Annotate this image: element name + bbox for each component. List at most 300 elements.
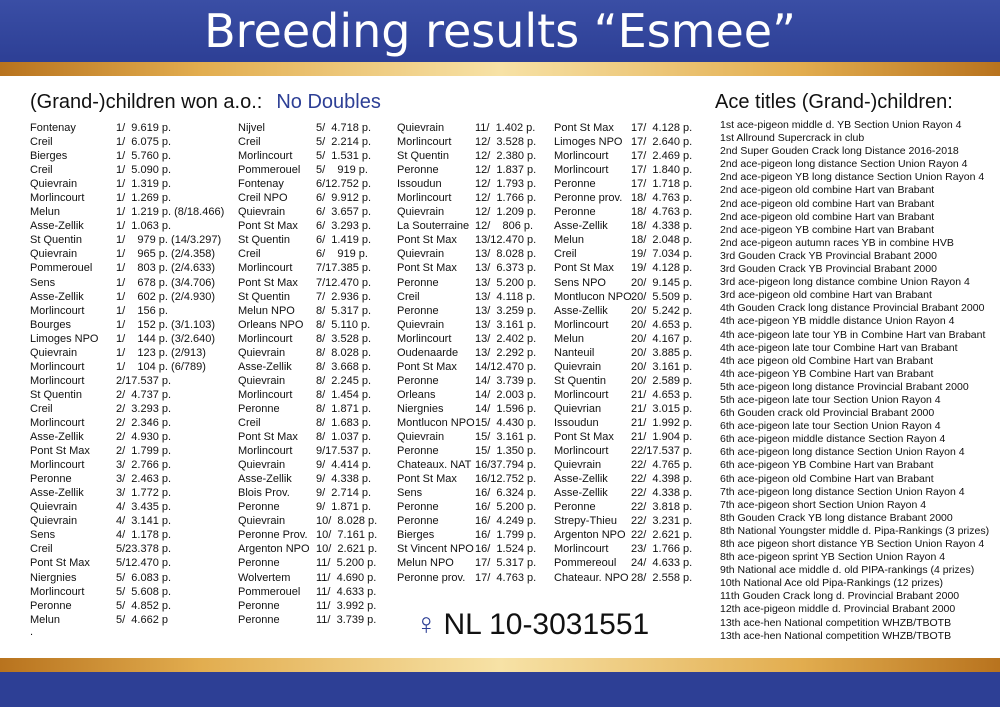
race-result: 6/ 3.657 p. xyxy=(316,206,372,219)
race-result: 21/ 4.653 p. xyxy=(631,388,693,401)
race-location: Asse-Zellik xyxy=(30,431,84,444)
ace-titles-list xyxy=(720,119,989,643)
female-symbol-icon: ♀ xyxy=(415,608,438,641)
race-location: Nanteuil xyxy=(554,346,595,359)
race-result: 16/37.794 p. xyxy=(475,459,537,472)
race-location: Morlincourt xyxy=(238,150,293,163)
race-result: 11/ 1.402 p. xyxy=(475,122,536,134)
ace-title-item: 2nd ace-pigeon YB combine Hart van Brabant xyxy=(720,223,935,236)
race-location: Peronne xyxy=(238,613,280,626)
race-location: Blois Prov. xyxy=(238,487,290,500)
race-location: Morlincourt xyxy=(238,332,293,345)
race-result: 22/ 4.398 p. xyxy=(631,473,693,486)
results-heading-line xyxy=(30,91,381,114)
race-result: 2/ 4.737 p. xyxy=(116,388,172,401)
race-location: Niergnies xyxy=(397,402,444,415)
race-location: Peronne xyxy=(397,515,439,528)
race-location: Quievrain xyxy=(30,248,78,261)
ace-title-item: 9th National ace middle d. old PIPA-rankings (4 prizes) xyxy=(720,564,975,577)
ace-title-item: 2nd ace-pigeon autumn races YB in combine HVB xyxy=(720,236,954,249)
race-location: Peronne xyxy=(30,599,72,612)
race-location: Peronne prov. xyxy=(554,192,623,205)
race-result: 22/ 3.231 p. xyxy=(631,515,693,528)
race-result: 5/ 6.083 p. xyxy=(116,571,172,584)
race-location: Sens NPO xyxy=(554,276,606,289)
ace-title-item: 2nd ace-pigeon old combine Hart van Brabant xyxy=(720,184,935,197)
race-result: 11/ 3.739 p. xyxy=(316,613,377,626)
race-result: 1/ 5.760 p. xyxy=(116,150,172,163)
race-result: 16/12.752 p. xyxy=(475,473,537,486)
race-result: 6/ 1.419 p. xyxy=(316,234,372,247)
race-result: 17/ 4.128 p. xyxy=(631,122,693,134)
race-result: 12/ 806 p. xyxy=(475,220,534,233)
race-location: Creil xyxy=(397,290,420,303)
race-result: 16/ 6.324 p. xyxy=(475,487,537,500)
race-location: Peronne xyxy=(554,206,596,219)
race-location: Issoudun xyxy=(554,416,599,429)
race-location: Melun xyxy=(30,206,60,219)
race-location: Montlucon NPO xyxy=(397,416,475,429)
ace-title-item: 4th Gouden Crack long distance Provincial Brabant 2000 xyxy=(720,302,985,315)
ace-title-item: 6th ace-pigeon long distance Section Union Rayon 4 xyxy=(720,446,965,459)
race-result: 13/ 3.259 p. xyxy=(475,304,537,317)
race-location: Peronne xyxy=(554,178,596,191)
race-location: Issoudun xyxy=(397,178,442,191)
ace-title-item: 6th ace-pigeon middle distance Section Rayon 4 xyxy=(720,433,946,446)
race-result: 12/ 2.380 p. xyxy=(475,150,537,163)
race-location: Melun xyxy=(554,234,584,247)
race-location: Morlincourt xyxy=(30,192,85,205)
race-location: Sens xyxy=(397,487,423,500)
race-location: Pont St Max xyxy=(397,234,457,247)
race-result: 5/ 4.662 p xyxy=(116,613,168,626)
race-location: Oudenaarde xyxy=(397,346,459,359)
race-result: 8/ 1.454 p. xyxy=(316,388,372,401)
race-result: 14/ 1.596 p. xyxy=(475,402,537,415)
race-location: Pommereoul xyxy=(554,557,617,570)
race-result: 20/ 3.161 p. xyxy=(631,360,693,373)
race-result: 1/ 1.269 p. xyxy=(116,192,172,205)
trailing-mark: . xyxy=(30,626,34,638)
race-result: 16/ 1.524 p. xyxy=(475,543,537,556)
race-location: St Quentin xyxy=(238,290,290,303)
race-location: Pont St Max xyxy=(238,220,298,233)
race-location: Montlucon NPO xyxy=(554,290,632,303)
race-result: 2/ 4.930 p. xyxy=(116,431,172,444)
race-result: 13/ 4.118 p. xyxy=(475,290,536,303)
race-result: 12/ 1.766 p. xyxy=(475,192,537,205)
footer-bar xyxy=(0,672,1000,707)
race-location: Asse-Zellik xyxy=(30,220,84,233)
race-result: 20/ 5.509 p. xyxy=(631,290,693,303)
race-result: 10/ 2.621 p. xyxy=(316,543,378,556)
race-result: 11/ 4.633 p. xyxy=(316,585,377,598)
race-location: Peronne xyxy=(238,557,280,570)
race-result: 5/ 5.608 p. xyxy=(116,585,172,598)
race-location: Peronne Prov. xyxy=(238,529,308,542)
race-result: 20/ 9.145 p. xyxy=(631,276,693,289)
race-location: Chateaur. NPO xyxy=(554,571,629,584)
race-result: 7/ 2.936 p. xyxy=(316,290,372,303)
race-result: 12/ 1.793 p. xyxy=(475,178,537,191)
race-location: Quievrain xyxy=(238,515,286,528)
race-location: Peronne xyxy=(554,501,596,514)
ace-title-item: 6th ace-pigeon late tour Section Union Rayon 4 xyxy=(720,420,941,433)
race-location: Quievrain xyxy=(238,459,286,472)
ace-title-item: 6th ace-pigeon old Combine Hart van Brabant xyxy=(720,472,934,485)
race-result: 15/ 1.350 p. xyxy=(475,445,537,458)
race-result: 5/12.470 p. xyxy=(116,557,172,570)
race-result: 1/ 156 p. xyxy=(116,304,168,317)
race-result: 18/ 4.763 p. xyxy=(631,206,693,219)
ace-title-item: 8th ace pigeon short distance YB Section Union Rayon 4 xyxy=(720,538,985,550)
race-location: Morlincourt xyxy=(397,192,452,205)
race-location: Wolvertem xyxy=(238,571,291,584)
race-result: 8/ 1.683 p. xyxy=(316,416,372,429)
race-location: Pont St Max xyxy=(238,431,298,444)
race-location: Pont St Max xyxy=(554,431,614,444)
race-result: 5/ 2.214 p. xyxy=(316,136,372,149)
race-result: 9/ 1.871 p. xyxy=(316,501,372,514)
race-location: St Quentin xyxy=(554,374,606,387)
race-location: Creil xyxy=(554,248,577,261)
race-location: Pont St Max xyxy=(397,473,457,486)
race-result: 8/ 1.037 p. xyxy=(316,431,372,444)
race-result: 1/ 602 p. (2/4.930) xyxy=(116,290,216,303)
race-result: 20/ 3.885 p. xyxy=(631,346,693,359)
race-result: 2/ 2.346 p. xyxy=(116,416,172,429)
race-result: 1/ 104 p. (6/789) xyxy=(116,360,206,373)
race-location: Pont St Max xyxy=(554,262,614,275)
race-result: 13/12.470 p. xyxy=(475,234,537,247)
race-location: Orleans NPO xyxy=(238,318,304,331)
race-location: Pont St Max xyxy=(554,122,614,134)
race-result: 18/ 4.763 p. xyxy=(631,192,693,205)
ace-title-item: 2nd Super Gouden Crack long Distance 2016-2018 xyxy=(720,145,959,158)
race-result: 7/12.470 p. xyxy=(316,276,372,289)
race-location: Asse-Zellik xyxy=(554,473,608,486)
ace-title-item: 4th ace pigeon old Combine Hart van Brabant xyxy=(720,354,934,367)
race-location: St Quentin xyxy=(238,234,290,247)
race-location: Peronne prov. xyxy=(397,571,466,584)
race-location: Asse-Zellik xyxy=(30,487,84,500)
results-heading: (Grand-)children won a.o.: xyxy=(30,91,263,113)
race-result: 17/ 1.718 p. xyxy=(631,178,693,191)
ace-title-item: 4th ace-pigeon YB middle distance Union Rayon 4 xyxy=(720,315,955,328)
ace-title-item: 4th ace-pigeon late tour Combine Hart van Brabant xyxy=(720,341,958,354)
race-location: Peronne xyxy=(238,402,280,415)
race-result: 5/ 4.718 p. xyxy=(316,122,372,134)
ace-title-item: 6th ace-pigeon YB Combine Hart van Brabant xyxy=(720,459,934,472)
race-result: 21/ 3.015 p. xyxy=(631,402,693,415)
ace-title-item: 2nd ace-pigeon old combine Hart van Brabant xyxy=(720,197,935,210)
ace-title-item: 12th ace-pigeon middle d. Provincial Brabant 2000 xyxy=(720,603,956,616)
page-title: Breeding results “Esmee” xyxy=(204,4,796,58)
ace-title-item: 3rd Gouden Crack YB Provincial Brabant 2000 xyxy=(720,263,937,276)
race-result: 17/ 1.840 p. xyxy=(631,164,693,177)
race-result: 9/ 4.414 p. xyxy=(316,459,372,472)
race-result: 16/ 1.799 p. xyxy=(475,529,537,542)
race-result: 11/ 4.690 p. xyxy=(316,571,377,584)
race-result: 9/17.537 p. xyxy=(316,445,372,458)
race-location: St Quentin xyxy=(30,388,82,401)
race-result: 9/ 4.338 p. xyxy=(316,473,372,486)
race-result: 17/ 2.640 p. xyxy=(631,136,693,149)
ace-title-item: 5th ace-pigeon long distance Provincial Brabant 2000 xyxy=(720,380,969,393)
race-location: Melun NPO xyxy=(238,304,295,317)
race-location: Morlincourt xyxy=(30,459,85,472)
ace-title-item: 10th National Ace old Pipa-Rankings (12 prizes) xyxy=(720,577,943,590)
race-location: Fontenay xyxy=(238,178,284,191)
race-location: Peronne xyxy=(397,501,439,514)
race-location: Morlincourt xyxy=(30,416,85,429)
race-result: 1/ 965 p. (2/4.358) xyxy=(116,248,216,261)
race-result: 13/ 5.200 p. xyxy=(475,276,537,289)
race-location: Bierges xyxy=(397,529,435,542)
race-result: 12/ 1.209 p. xyxy=(475,206,537,219)
race-result: 1/ 9.619 p. xyxy=(116,122,172,134)
race-location: Morlincourt xyxy=(30,360,85,373)
race-result: 6/12.752 p. xyxy=(316,178,372,191)
race-location: Morlincourt xyxy=(397,136,452,149)
race-result: 8/ 8.028 p. xyxy=(316,346,372,359)
race-result: 20/ 4.167 p. xyxy=(631,332,693,345)
race-location: Argenton NPO xyxy=(554,529,626,542)
race-result: 21/ 1.992 p. xyxy=(631,416,693,429)
ace-title-item: 2nd ace-pigeon old combine Hart van Brabant xyxy=(720,210,935,223)
ace-title-item: 1st ace-pigeon middle d. YB Section Union Rayon 4 xyxy=(720,119,962,131)
race-result: 11/ 3.992 p. xyxy=(316,599,377,612)
race-location: Peronne xyxy=(397,164,439,177)
race-location: Peronne xyxy=(397,304,439,317)
race-location: Melun xyxy=(30,613,60,626)
race-result: 2/17.537 p. xyxy=(116,374,172,387)
race-result: 3/ 2.766 p. xyxy=(116,459,172,472)
race-location: Morlincourt xyxy=(397,332,452,345)
race-location: Pont St Max xyxy=(397,262,457,275)
race-result: 6/ 3.293 p. xyxy=(316,220,372,233)
race-location: Pont St Max xyxy=(397,360,457,373)
race-result: 3/ 2.463 p. xyxy=(116,473,172,486)
race-location: Bierges xyxy=(30,150,68,163)
race-result: 14/ 3.739 p. xyxy=(475,374,537,387)
race-result: 24/ 4.633 p. xyxy=(631,557,693,570)
race-result: 22/17.537 p. xyxy=(631,445,693,458)
race-location: Asse-Zellik xyxy=(238,473,292,486)
ring-number-block xyxy=(415,608,649,642)
race-result: 5/ 1.531 p. xyxy=(316,150,372,163)
race-location: Asse-Zellik xyxy=(30,290,84,303)
race-location: La Souterraine xyxy=(397,220,470,233)
race-result: 16/ 4.249 p. xyxy=(475,515,537,528)
race-result: 12/ 1.837 p. xyxy=(475,164,537,177)
race-result: 6/ 9.912 p. xyxy=(316,192,372,205)
race-result: 1/ 6.075 p. xyxy=(116,136,172,149)
ace-title-item: 3rd ace-pigeon old combine Hart van Brabant xyxy=(720,289,932,302)
race-result: 8/ 3.668 p. xyxy=(316,360,372,373)
race-location: Sens xyxy=(30,276,56,289)
race-result: 21/ 1.904 p. xyxy=(631,431,693,444)
ace-title-item: 13th ace-hen National competition WHZB/TBOTB xyxy=(720,629,952,642)
race-location: Morlincourt xyxy=(554,543,609,556)
race-result: 8/ 5.317 p. xyxy=(316,304,372,317)
race-location: Morlincourt xyxy=(554,164,609,177)
ace-title-item: 2nd ace-pigeon long distance Section Union Rayon 4 xyxy=(720,158,968,171)
race-result: 1/ 979 p. (14/3.297) xyxy=(116,234,222,247)
race-location: Creil xyxy=(30,164,53,177)
race-result: 13/ 6.373 p. xyxy=(475,262,537,275)
gold-stripe-bottom xyxy=(0,658,1000,672)
race-location: Creil xyxy=(238,416,261,429)
race-result: 8/ 2.245 p. xyxy=(316,374,372,387)
results-subheading: No Doubles xyxy=(276,91,381,113)
ring-number: NL 10-3031551 xyxy=(443,608,650,641)
race-location: Limoges NPO xyxy=(554,136,623,149)
race-location: Strepy-Thieu xyxy=(554,515,617,528)
race-location: Creil xyxy=(238,136,261,149)
race-location: Bourges xyxy=(30,318,71,331)
race-result: 15/ 4.430 p. xyxy=(475,416,537,429)
race-result: 15/ 3.161 p. xyxy=(475,431,537,444)
race-location: Pont St Max xyxy=(30,445,90,458)
race-location: Asse-Zellik xyxy=(554,220,608,233)
race-result: 13/ 8.028 p. xyxy=(475,248,537,261)
race-location: Orleans xyxy=(397,388,436,401)
race-location: Quievrain xyxy=(238,206,286,219)
race-result: 20/ 4.653 p. xyxy=(631,318,693,331)
ace-title-item: 8th National Youngster middle d. Pipa-Rankings (3 prizes) xyxy=(720,524,990,537)
race-location: Morlincourt xyxy=(30,374,85,387)
race-location: Niergnies xyxy=(30,571,77,584)
ace-title-item: 7th ace-pigeon long distance Section Union Rayon 4 xyxy=(720,485,965,498)
ace-title-item: 3rd Gouden Crack YB Provincial Brabant 2000 xyxy=(720,249,937,262)
race-result: 22/ 4.338 p. xyxy=(631,487,693,500)
race-result: 12/ 3.528 p. xyxy=(475,136,537,149)
race-location: Pommerouel xyxy=(30,262,93,275)
ace-title-item: 1st Allround Supercrack in club xyxy=(720,132,865,145)
ace-title-item: 11th Gouden Crack long d. Provincial Brabant 2000 xyxy=(720,590,960,603)
race-result: 14/12.470 p. xyxy=(475,360,537,373)
race-result: 8/ 1.871 p. xyxy=(316,402,372,415)
race-location: Morlincourt xyxy=(238,388,293,401)
race-location: Peronne xyxy=(397,276,439,289)
race-location: Fontenay xyxy=(30,122,76,134)
race-result: 5/ 919 p. xyxy=(316,164,368,177)
race-location: Morlincourt xyxy=(554,445,609,458)
race-location: Quievrain xyxy=(554,360,602,373)
ace-title-item: 4th ace-pigeon late tour YB in Combine Hart van Brabant xyxy=(720,328,986,341)
race-result: 11/ 5.200 p. xyxy=(316,557,377,570)
race-location: Melun xyxy=(554,332,584,345)
race-location: Pont St Max xyxy=(30,557,90,570)
ace-title-item: 13th ace-hen National competition WHZB/TBOTB xyxy=(720,616,952,629)
race-location: St Quentin xyxy=(30,234,82,247)
race-result: 1/ 144 p. (3/2.640) xyxy=(116,332,216,345)
race-location: Argenton NPO xyxy=(238,543,310,556)
race-result: 9/ 2.714 p. xyxy=(316,487,372,500)
race-result: 2/ 3.293 p. xyxy=(116,402,172,415)
race-result: 1/ 1.063 p. xyxy=(116,220,172,233)
race-result: 18/ 4.338 p. xyxy=(631,220,693,233)
ace-title-item: 3rd ace-pigeon long distance combine Union Rayon 4 xyxy=(720,276,970,289)
race-result: 20/ 2.589 p. xyxy=(631,374,693,387)
race-location: Peronne xyxy=(397,445,439,458)
race-location: Sens xyxy=(30,529,56,542)
race-result: 1/ 5.090 p. xyxy=(116,164,172,177)
race-location: Creil xyxy=(238,248,261,261)
race-location: Morlincourt xyxy=(238,445,293,458)
ace-title-item: 4th ace-pigeon YB Combine Hart van Brabant xyxy=(720,367,934,380)
race-location: Quievrain xyxy=(30,346,78,359)
race-result: 1/ 803 p. (2/4.633) xyxy=(116,262,216,275)
race-result: 5/ 4.852 p. xyxy=(116,599,172,612)
race-result: 10/ 7.161 p. xyxy=(316,529,378,542)
ace-heading: Ace titles (Grand-)children: xyxy=(715,91,953,113)
race-location: St Vincent NPO xyxy=(397,543,474,556)
race-location: Quievrain xyxy=(30,501,78,514)
race-location: Quievrain xyxy=(30,515,78,528)
race-location: Limoges NPO xyxy=(30,332,99,345)
race-result: 17/ 4.763 p. xyxy=(475,571,537,584)
race-result: 18/ 2.048 p. xyxy=(631,234,693,247)
race-result: 6/ 919 p. xyxy=(316,248,368,261)
race-location: Quievrain xyxy=(30,178,78,191)
race-location: Quievrain xyxy=(397,431,445,444)
race-location: St Quentin xyxy=(397,150,449,163)
ace-title-item: 6th Gouden crack old Provincial Brabant 2000 xyxy=(720,407,935,420)
race-location: Melun NPO xyxy=(397,557,454,570)
race-location: Quievrain xyxy=(397,248,445,261)
race-result: 23/ 1.766 p. xyxy=(631,543,693,556)
ace-title-item: 8th ace-pigeon sprint YB Section Union Rayon 4 xyxy=(720,551,946,564)
race-location: Asse-Zellik xyxy=(554,304,608,317)
ace-title-item: 5th ace-pigeon late tour Section Union Rayon 4 xyxy=(720,393,941,406)
race-result: 4/ 1.178 p. xyxy=(116,529,172,542)
race-location: Peronne xyxy=(238,501,280,514)
race-result: 1/ 123 p. (2/913) xyxy=(116,346,206,359)
race-result: 17/ 5.317 p. xyxy=(475,557,537,570)
race-result: 22/ 2.621 p. xyxy=(631,529,693,542)
race-location: Creil xyxy=(30,543,53,556)
race-result: 20/ 5.242 p. xyxy=(631,304,693,317)
race-result: 28/ 2.558 p. xyxy=(631,571,693,584)
race-result: 7/17.385 p. xyxy=(316,262,372,275)
race-result: 2/ 1.799 p. xyxy=(116,445,172,458)
race-result: 19/ 4.128 p. xyxy=(631,262,693,275)
race-location: Chateaux. NAT xyxy=(397,459,472,472)
race-location: Creil xyxy=(30,402,53,415)
race-result: 4/ 3.141 p. xyxy=(116,515,172,528)
race-result: 1/ 1.319 p. xyxy=(116,178,172,191)
race-result: 22/ 3.818 p. xyxy=(631,501,693,514)
race-location: Peronne xyxy=(397,374,439,387)
race-result: 14/ 2.003 p. xyxy=(475,388,537,401)
race-result: 1/ 678 p. (3/4.706) xyxy=(116,276,216,289)
race-location: Morlincourt xyxy=(30,304,85,317)
race-location: Quievrain xyxy=(397,318,445,331)
race-result: 3/ 1.772 p. xyxy=(116,487,172,500)
race-location: Morlincourt xyxy=(554,318,609,331)
race-location: Morlincourt xyxy=(554,388,609,401)
race-location: Pont St Max xyxy=(238,276,298,289)
race-result: 1/ 1.219 p. (8/18.466) xyxy=(116,206,225,219)
race-result: 13/ 2.402 p. xyxy=(475,332,537,345)
race-result: 13/ 3.161 p. xyxy=(475,318,537,331)
race-location: Quievrain xyxy=(397,122,445,134)
ace-title-item: 7th ace-pigeon short Section Union Rayon 4 xyxy=(720,498,927,511)
race-result: 13/ 2.292 p. xyxy=(475,346,537,359)
race-location: Morlincourt xyxy=(554,150,609,163)
